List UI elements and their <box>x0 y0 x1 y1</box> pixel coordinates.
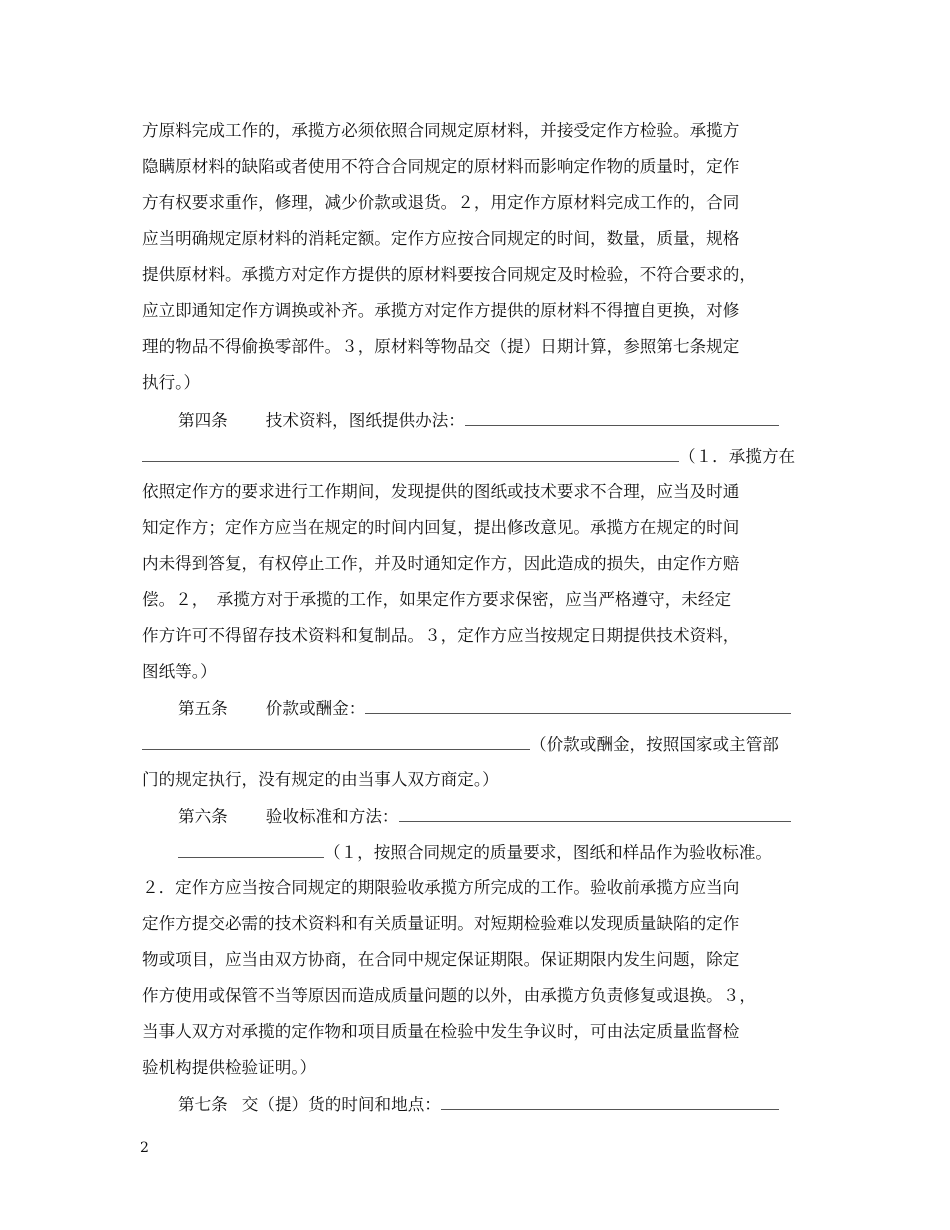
article-note: （１．承揽方在 <box>679 447 796 466</box>
body-line: 验机构提供检验证明。） <box>142 1058 317 1077</box>
article-note: （价款或酬金，按照国家或主管部 <box>530 735 779 754</box>
body-line: 定作方提交必需的技术资料和有关质量证明。对短期检验难以发现质量缺陷的定作 <box>142 914 740 933</box>
article-title: 技术资料，图纸提供办法： <box>265 411 465 430</box>
article-number: 第六条 <box>178 807 228 826</box>
body-line: 执行。） <box>142 373 201 392</box>
body-line: 物或项目，应当由双方协商，在合同中规定保证期限。保证期限内发生问题，除定 <box>142 950 740 969</box>
body-line: ２．定作方应当按合同规定的期限验收承揽方所完成的工作。验收前承揽方应当向 <box>142 878 740 897</box>
body-line: 方原料完成工作的，承揽方必须依照合同规定原材料，并接受定作方检验。承揽方 <box>142 121 740 140</box>
fill-in-blank <box>465 410 779 426</box>
fill-in-blank <box>142 734 530 750</box>
body-line: 隐瞒原材料的缺陷或者使用不符合合同规定的原材料而影响定作物的质量时，定作 <box>142 157 740 176</box>
article-6-continuation <box>178 842 818 862</box>
fill-in-blank <box>178 842 324 858</box>
body-line: 当事人双方对承揽的定作物和项目质量在检验中发生争议时，可由法定质量监督检 <box>142 1022 740 1041</box>
article-5-heading <box>178 698 810 718</box>
body-line: 方有权要求重作，修理，减少价款或退货。２，用定作方原材料完成工作的，合同 <box>142 193 740 212</box>
body-line: 作方许可不得留存技术资料和复制品。３，定作方应当按规定日期提供技术资料， <box>142 626 740 645</box>
body-line: 理的物品不得偷换零部件。３，原材料等物品交（提）日期计算，参照第七条规定 <box>142 337 740 356</box>
article-5-continuation <box>142 734 810 754</box>
article-note: （１，按照合同规定的质量要求，图纸和样品作为验收标准。 <box>324 843 773 862</box>
article-6-heading <box>178 806 810 826</box>
body-line: 应当明确规定原材料的消耗定额。定作方应按合同规定的时间，数量，质量，规格 <box>142 229 740 248</box>
fill-in-blank <box>399 806 791 822</box>
article-number: 第四条 <box>178 411 228 430</box>
article-7-heading <box>178 1094 810 1114</box>
fill-in-blank <box>365 698 791 714</box>
article-title: 验收标准和方法： <box>265 807 399 826</box>
article-number: 第七条 <box>178 1095 228 1114</box>
body-line: 图纸等。） <box>142 662 217 681</box>
body-line: 作方使用或保管不当等原因而造成质量问题的以外，由承揽方负责修复或退换。３， <box>142 986 756 1005</box>
body-line: 应立即通知定作方调换或补齐。承揽方对定作方提供的原材料不得擅自更换，对修 <box>142 301 740 320</box>
body-line: 门的规定执行，没有规定的由当事人双方商定。） <box>142 770 499 789</box>
page-number: 2 <box>140 1140 149 1156</box>
body-line: 内未得到答复，有权停止工作，并及时通知定作方，因此造成的损失，由定作方赔 <box>142 554 740 573</box>
body-line: 依照定作方的要求进行工作期间，发现提供的图纸或技术要求不合理，应当及时通 <box>142 482 740 501</box>
body-line: 知定作方；定作方应当在规定的时间内回复，提出修改意见。承揽方在规定的时间 <box>142 518 740 537</box>
article-title: 交（提）货的时间和地点： <box>241 1095 441 1114</box>
article-4-heading <box>178 410 810 430</box>
fill-in-blank <box>441 1094 779 1110</box>
fill-in-blank <box>142 446 679 462</box>
article-title: 价款或酬金： <box>265 699 366 718</box>
body-line: 提供原材料。承揽方对定作方提供的原材料要按合同规定及时检验，不符合要求的， <box>142 265 756 284</box>
body-line: 偿。２， 承揽方对于承揽的工作，如果定作方要求保密，应当严格遵守，未经定 <box>142 590 732 609</box>
article-4-continuation <box>142 446 810 466</box>
article-number: 第五条 <box>178 699 228 718</box>
